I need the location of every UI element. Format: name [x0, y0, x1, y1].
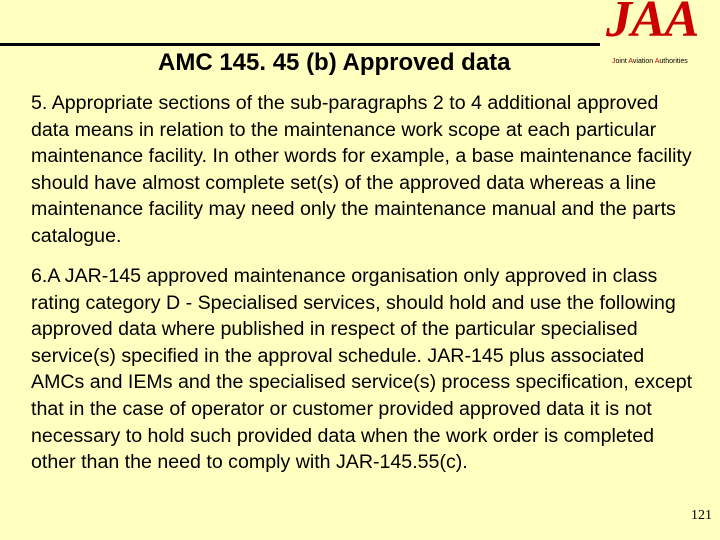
paragraph-6: 6.A JAR-145 approved maintenance organisation only approved in class rating category D - Specialised services, should hold and use the following approved data where published in respect of the particular specialised service(s) specified in the approval schedule. JAR-145 plus associated AMCs and IEMs and the specialised service(s) process specification, except that in the case of operator or customer provided approved data it is not necessary to hold such provided data when the work order is completed other than the need to comply with JAR-145.55(c).	[31, 265, 693, 474]
page-number: 121	[691, 508, 712, 523]
logo-tagline-part-3: uthorities	[659, 58, 688, 65]
jaa-logo-letters: JAA	[606, 0, 699, 48]
paragraph-5: 5. Appropriate sections of the sub-paragraphs 2 to 4 additional approved data means in relation to the maintenance work scope at each particular maintenance facility. In other words for example, a base maintenance facility should have almost complete set(s) of the approved data whereas a line maintenance facility may need only the maintenance manual and the parts catalogue.	[31, 92, 692, 247]
jaa-logo	[598, 0, 720, 70]
logo-tagline-part-2: viation	[632, 58, 655, 65]
jaa-logo-tagline	[612, 58, 688, 65]
logo-tagline-j: J	[612, 58, 616, 65]
slide-title: AMC 145. 45 (b) Approved data	[158, 49, 511, 76]
title-underline-rule	[0, 43, 600, 46]
logo-tagline-a1: A	[628, 58, 633, 65]
logo-tagline-a2: A	[654, 58, 660, 65]
logo-tagline-part-1: oint	[615, 58, 629, 65]
